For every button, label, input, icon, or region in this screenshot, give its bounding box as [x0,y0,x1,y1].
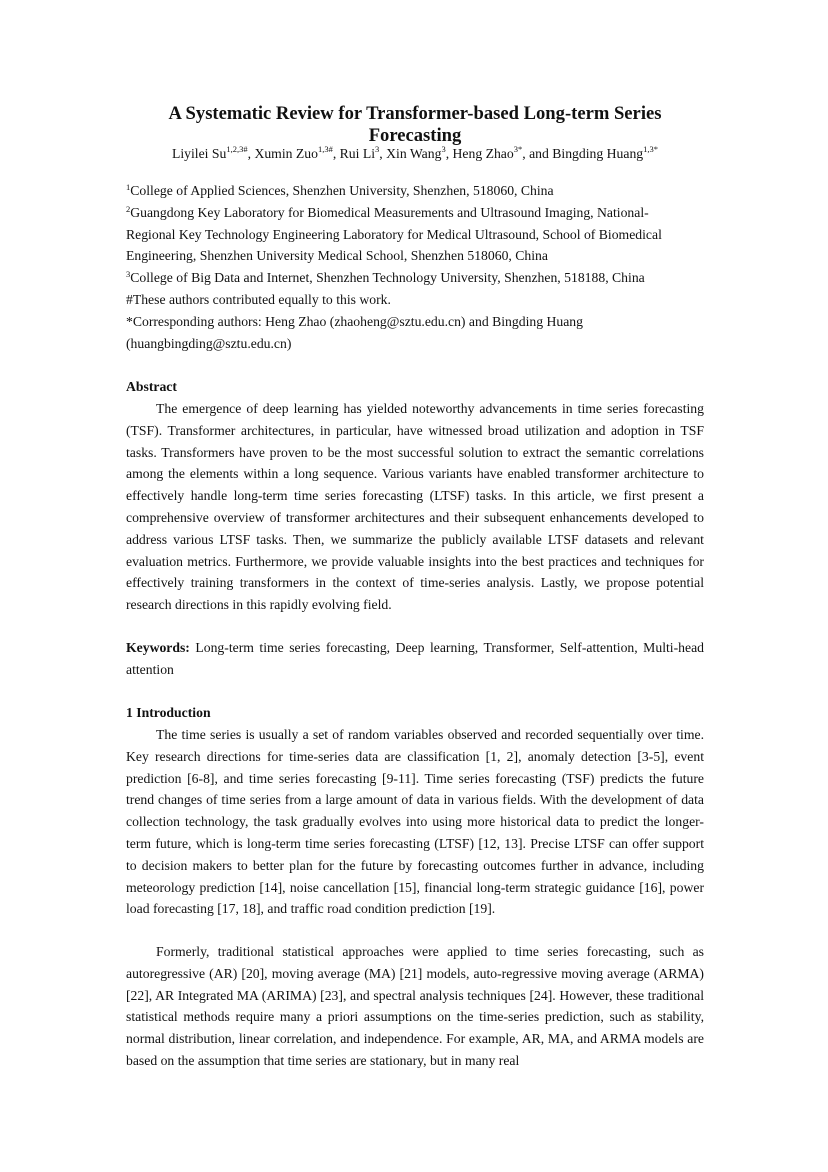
affiliation-1: $^1$College of Applied Sciences, Shenzhen University, Shenzhen, 518060, China [126,182,554,198]
paper-title-line-2: Forecasting [368,125,462,146]
affiliation-2-cont: Regional Key Technology Engineering Laboratory for Medical Ultrasound, School of Biomedical [126,226,662,242]
affiliation-3: $^3$College of Big Data and Internet, Shenzhen Technology University, Shenzhen, 518188, China [126,269,645,286]
keywords-text: Long-term time series forecasting, Deep learning, Transformer, Self-attention, Multi-head attention [126,640,704,677]
author: Heng Zhao$^{3*}$, and [452,144,553,161]
keywords-label: Keywords: [126,640,190,655]
affiliations [126,180,704,354]
author: Xumin Zuo$^{1,3\#}$, [254,144,340,161]
affiliation-2-cont: Engineering, Shenzhen University Medical School, Shenzhen 518060, China [126,248,548,264]
author: Rui Li$^3$, [339,144,387,161]
paper-title [126,103,704,147]
section-heading-introduction: 1 Introduction [126,705,211,720]
corresponding-authors-cont: (huangbingding@sztu.edu.cn) [126,335,292,351]
introduction-paragraph-2: Formerly, traditional statistical approaches were applied to time series forecasting, such as autoregressive (AR) [20], moving average (MA) [21] models, auto-regressive moving average (ARMA) [22], AR Integrated MA (ARIMA) [23], and spectral analysis techniques [24]. However, these traditional statistical methods require many a priori assumptions on the time-series prediction, such as stability, normal distribution, linear correlation, and independence. For example, AR, MA, and ARMA models are based on the assumption that time series are stationary, but in many real [126,944,704,1068]
equal-contribution-note: #These authors contributed equally to this work. [126,291,391,307]
author: Bingding Huang$^{1,3*}$ [552,144,659,161]
author: Liyilei $Su^{1,2,3\#}$, [171,144,255,161]
corresponding-authors: *Corresponding authors: Heng Zhao (zhaoheng@sztu.edu.cn) and Bingding Huang [126,313,583,329]
author: Xin Wang$^3$, [386,144,453,161]
abstract-text: The emergence of deep learning has yielded noteworthy advancements in time series forecasting (TSF). Transformer architectures, in particular, have witnessed broad utilization and adoption in TSF tasks. Transformers have proven to be the most successful solution to extract the semantic correlations among the elements within a long sequence. Various variants have enabled transformer architecture to effectively handle long-term time series forecasting (LTSF) tasks. In this article, we first present a comprehensive overview of transformer architectures and their subsequent enhancements developed to address various LTSF tasks. Then, we summarize the publicly available LTSF datasets and relevant evaluation metrics. Furthermore, we provide valuable insights into the best practices and techniques for effectively training transformers in the context of time-series analysis. Lastly, we propose potential research directions in this rapidly evolving field. [126,401,704,613]
author-list [126,144,704,164]
introduction-paragraph-1: The time series is usually a set of random variables observed and recorded sequentially over time. Key research directions for time-series data are classification [1, 2], anomaly detection [3-5], event prediction [6-8], and time series forecasting [9-11]. Time series forecasting (TSF) predicts the future trend changes of time series from a large amount of data in various fields. With the development of data collection technology, the task gradually evolves into using more historical data to predict the longer-term future, which is long-term time series forecasting (LTSF) [12, 13]. Precise LTSF can offer support to decision makers to better plan for the future by forecasting outcomes further in advance, including meteorology prediction [14], noise cancellation [15], financial long-term strategic guidance [16], power load forecasting [17, 18], and traffic road condition prediction [19]. [126,727,704,917]
paper-title-line-1: A Systematic Review for Transformer-based Long-term Series [168,103,662,124]
affiliation-2: $^2$Guangdong Key Laboratory for Biomedical Measurements and Ultrasound Imaging, National- [126,203,649,220]
keywords [126,637,704,681]
abstract-heading: Abstract [126,379,177,394]
